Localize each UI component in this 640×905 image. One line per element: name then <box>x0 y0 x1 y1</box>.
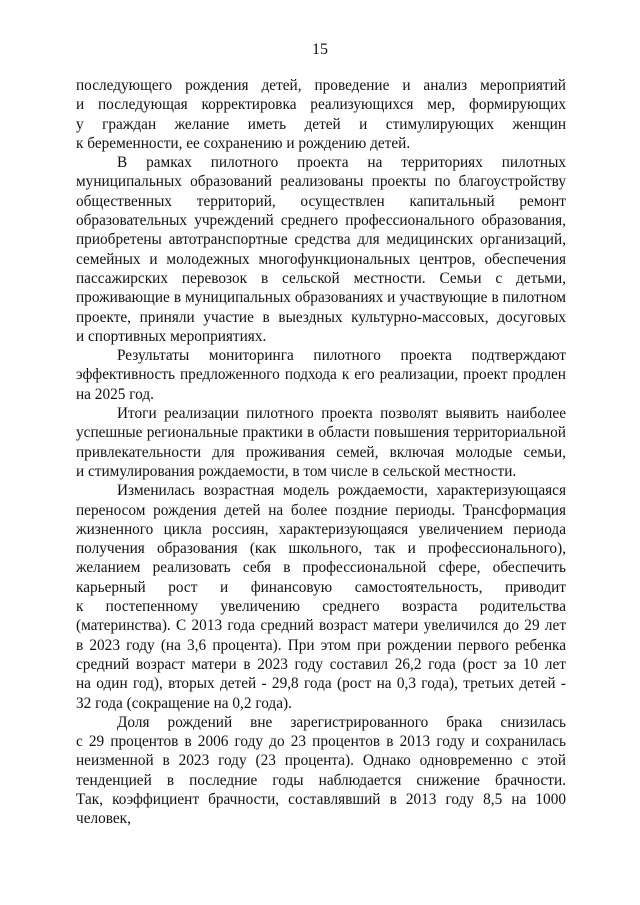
text-line: у граждан желание иметь детей и стимулирующих женщин <box>76 115 566 133</box>
text-line: Результаты мониторинга пилотного проекта подтверждают <box>117 347 566 365</box>
text-line: получения образования (как школьного, так и профессионального), <box>76 540 566 558</box>
text-line: В рамках пилотного проекта на территориях пилотных <box>117 154 566 172</box>
paragraph-2 <box>76 153 566 346</box>
text-line: неизменной в 2023 году (23 процента). Однако одновременно с этой <box>76 752 566 770</box>
text-line: 32 года (сокращение на 0,2 года). <box>76 694 292 712</box>
text-line: общественных территорий, осуществлен капитальный ремонт <box>76 192 566 210</box>
text-line: и стимулирования рождаемости, в том числе в сельской местности. <box>76 462 517 480</box>
text-line: приобретены автотранспортные средства для медицинских организаций, <box>76 231 566 249</box>
text-line: средний возраст матери в 2023 году составил 26,2 года (рост за 10 лет <box>76 655 566 673</box>
text-line: пассажирских перевозок в сельской местности. Семьи с детьми, <box>76 269 566 287</box>
text-line: переносом рождения детей на более поздние периоды. Трансформация <box>76 501 566 519</box>
text-line: тенденцией в последние годы наблюдается снижение брачности. <box>76 771 566 789</box>
text-line: образовательных учреждений среднего профессионального образования, <box>76 212 566 230</box>
text-line: Итоги реализации пилотного проекта позволят выявить наиболее <box>117 405 566 423</box>
paragraph-6 <box>76 713 566 829</box>
paragraph-5 <box>76 481 566 713</box>
text-line: (материнства). С 2013 года средний возраст матери увеличился до 29 лет <box>76 617 566 635</box>
text-line: проекте, приняли участие в выездных культурно-массовых, досуговых <box>76 308 566 326</box>
text-line: на 2025 год. <box>76 385 154 403</box>
paragraph-1 <box>76 76 566 153</box>
text-line: и последующая корректировка реализующихся мер, формирующих <box>76 96 566 114</box>
text-line: семейных и молодежных многофункциональных центров, обеспечения <box>76 250 566 268</box>
text-line: к постепенному увеличению среднего возраста родительства <box>76 598 566 616</box>
text-line: Так, коэффициент брачности, составлявший в 2013 году 8,5 на 1000 человек, <box>76 790 566 828</box>
text-line: на один год), вторых детей - 29,8 года (рост на 0,3 года), третьих детей - <box>76 675 566 693</box>
text-line: к беременности, ее сохранению и рождению детей. <box>76 134 411 152</box>
text-line: успешные региональные практики в области повышения территориальной <box>76 424 566 442</box>
page-number: 15 <box>312 41 328 58</box>
text-line: Доля рождений вне зарегистрированного брака снизилась <box>117 713 566 731</box>
text-line: муниципальных образований реализованы проекты по благоустройству <box>76 173 566 191</box>
text-line: жизненного цикла россиян, характеризующаяся увеличением периода <box>76 520 566 538</box>
text-line: в 2023 году (на 3,6 процента). При этом при рождении первого ребенка <box>76 636 566 654</box>
text-line: желанием реализовать себя в профессиональной сфере, обеспечить <box>76 559 566 577</box>
text-line: эффективность предложенного подхода к его реализации, проект продлен <box>76 366 566 384</box>
paragraph-4 <box>76 404 566 481</box>
text-line: проживающие в муниципальных образованиях и участвующие в пилотном <box>76 289 566 307</box>
paragraph-3 <box>76 346 566 404</box>
text-line: карьерный рост и финансовую самостоятельность, приводит <box>76 578 566 596</box>
document-body <box>76 76 566 829</box>
text-line: с 29 процентов в 2006 году до 23 процентов в 2013 году и сохранилась <box>76 733 566 751</box>
text-line: последующего рождения детей, проведение и анализ мероприятий <box>76 77 566 94</box>
text-line: привлекательности для проживания семей, включая молодые семьи, <box>76 443 566 461</box>
text-line: Изменилась возрастная модель рождаемости, характеризующаяся <box>117 482 566 500</box>
text-line: и спортивных мероприятиях. <box>76 327 267 345</box>
